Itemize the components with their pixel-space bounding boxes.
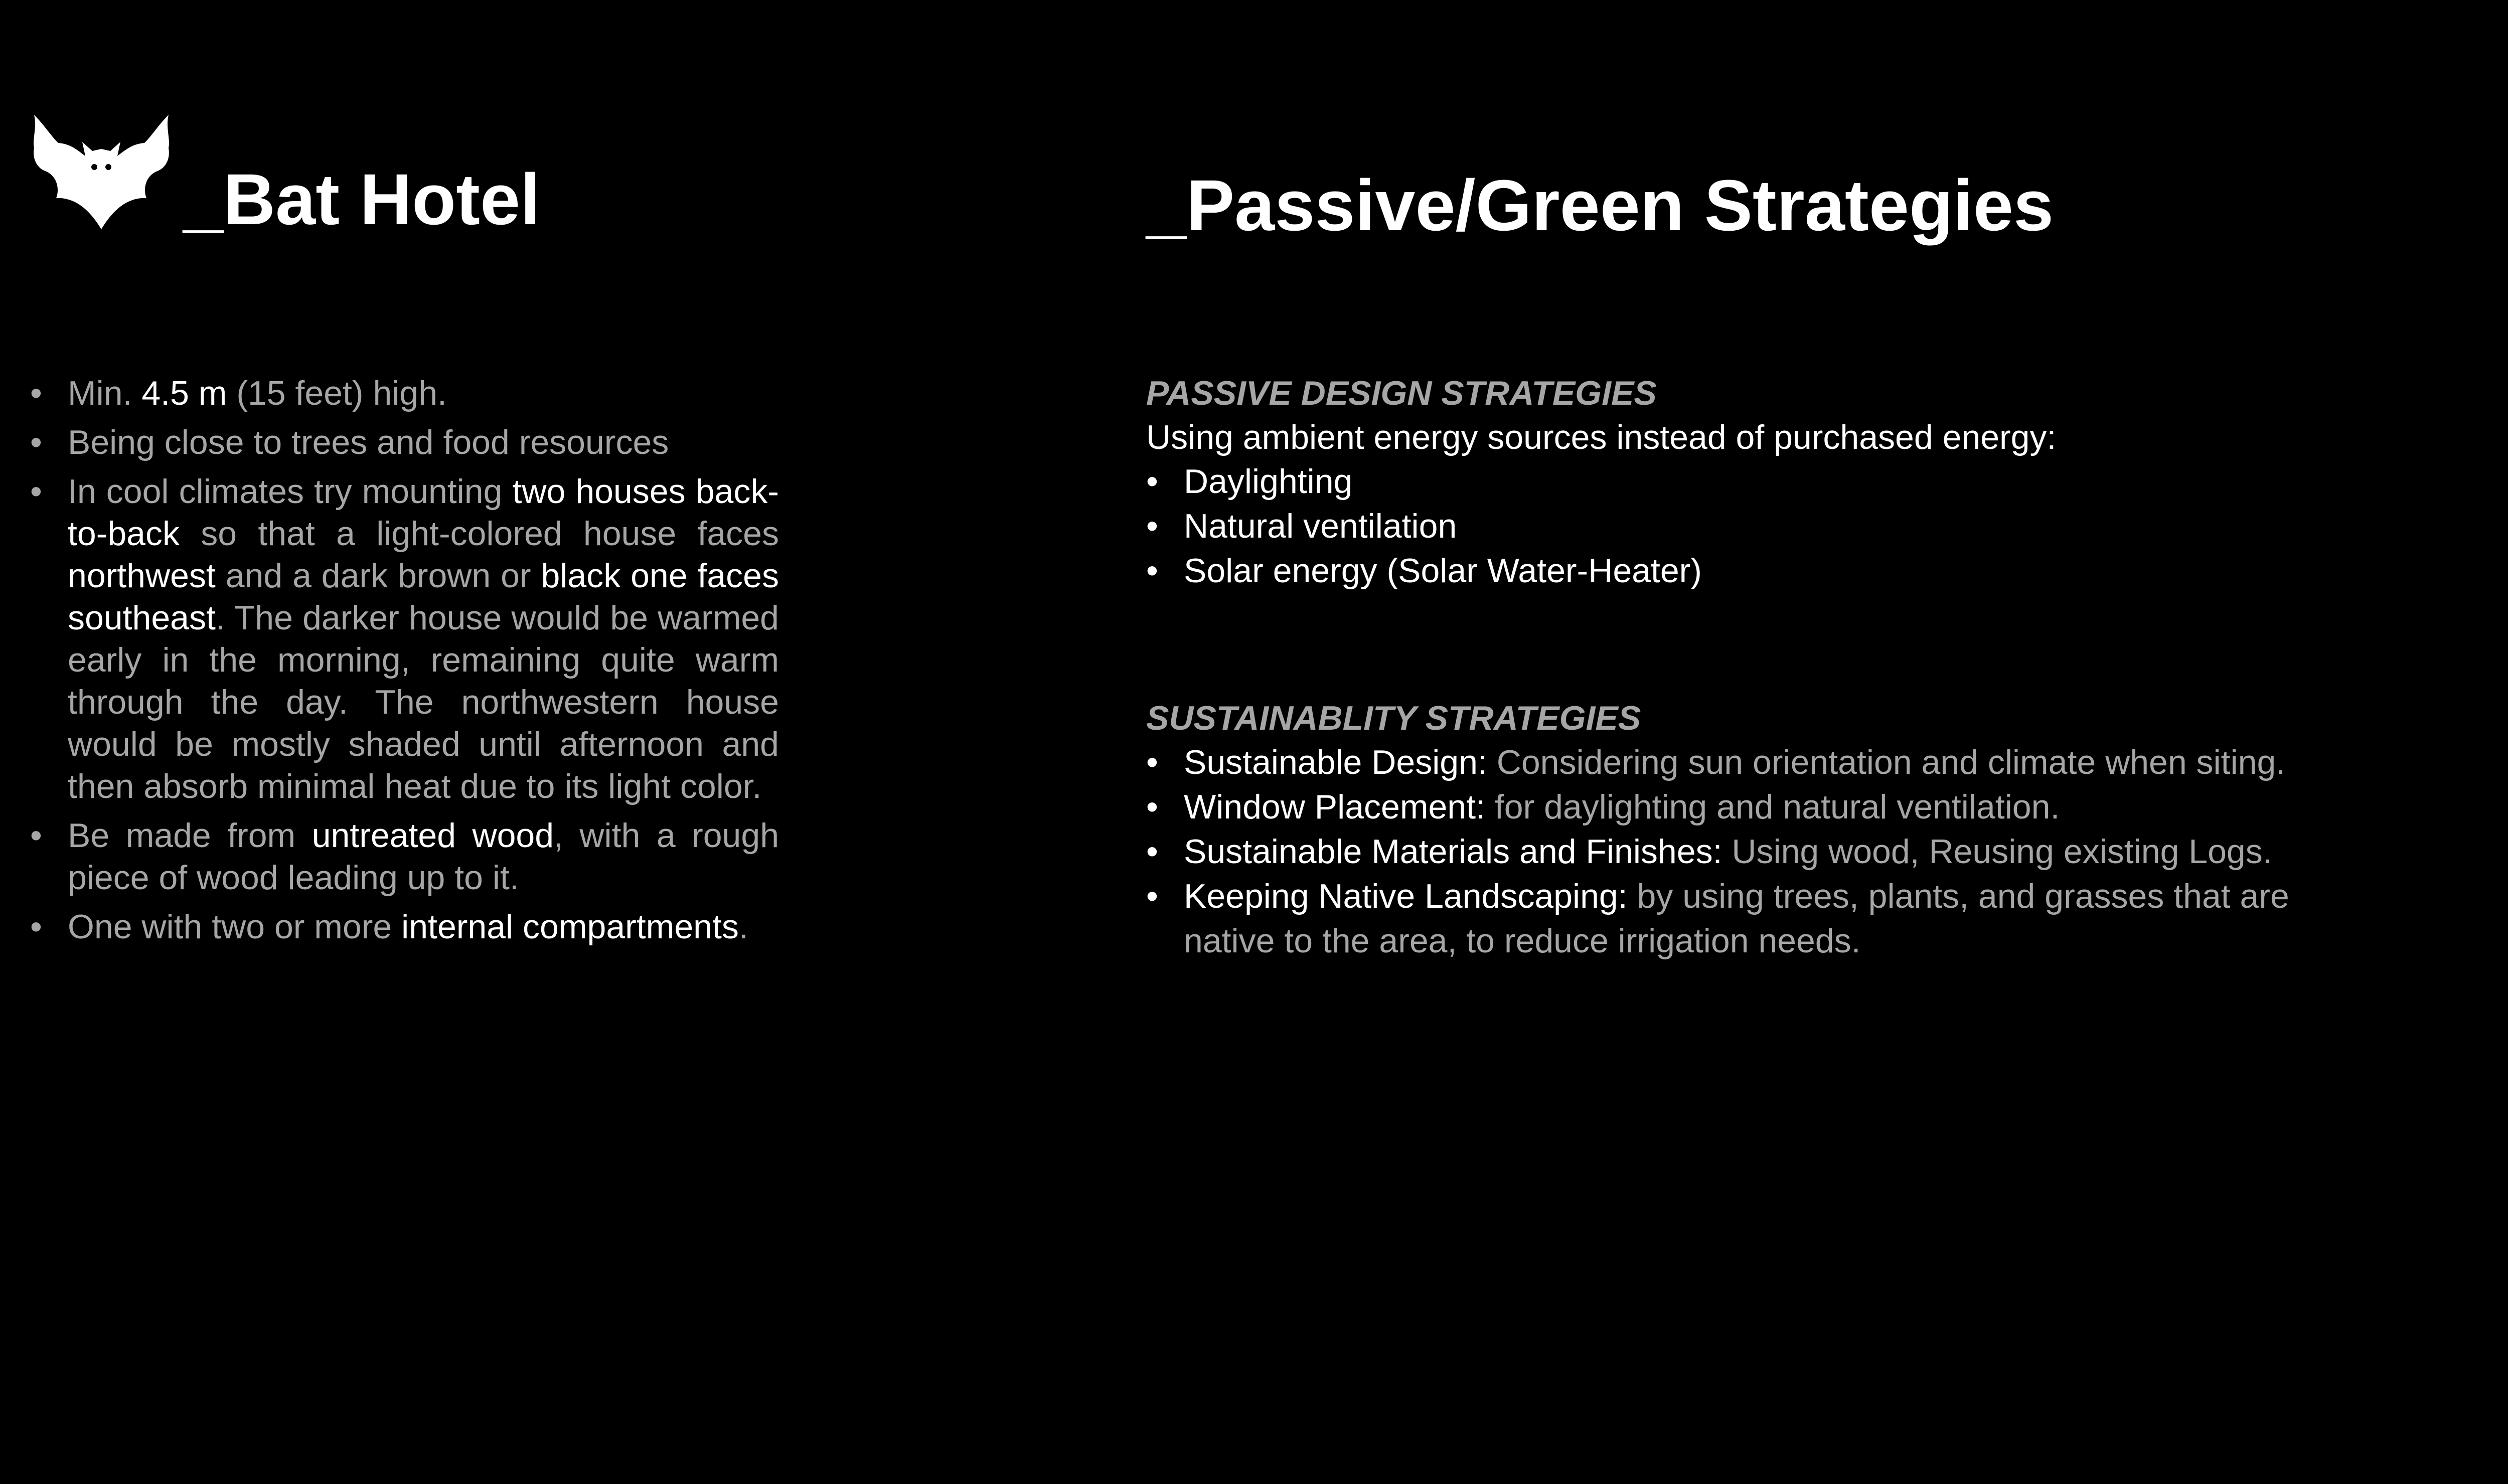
highlight-text: northwest xyxy=(68,557,216,595)
passive-design-list xyxy=(1146,459,2375,593)
passive-design-heading: PASSIVE DESIGN STRATEGIES xyxy=(1146,374,1657,412)
body-text: One with two or more xyxy=(68,908,402,946)
body-text: and a dark brown or xyxy=(215,557,541,595)
strategy-description: Using wood, Reusing existing Logs. xyxy=(1722,833,2272,871)
passive-design-intro: Using ambient energy sources instead of purchased energy: xyxy=(1146,418,2057,456)
list-item xyxy=(30,421,779,463)
body-text: In cool climates try mounting xyxy=(68,472,513,511)
strategy-label: Keeping Native Landscaping: xyxy=(1184,877,1628,915)
body-text: Be made from xyxy=(68,816,312,855)
body-text: Being close to trees and food resources xyxy=(68,423,669,461)
list-item: • Daylighting xyxy=(1146,459,2375,504)
highlight-text: 4.5 m xyxy=(141,374,227,412)
highlight-text: internal compartments xyxy=(401,908,739,946)
list-item xyxy=(1146,830,2375,874)
sustainability-section xyxy=(1146,696,2375,963)
strategy-description: Considering sun orientation and climate when siting. xyxy=(1487,743,2286,781)
strategy-label: Sustainable Design: xyxy=(1184,743,1487,781)
body-text: (15 feet) high. xyxy=(227,374,447,412)
highlight-text: two houses back-to-back xyxy=(68,472,779,553)
body-text: Min. xyxy=(68,374,142,412)
list-item xyxy=(30,470,779,807)
strategy-label: Sustainable Materials and Finishes: xyxy=(1184,833,1722,871)
strategy-description: by using trees, plants, and grasses that are native to the area, to reduce irrigation needs. xyxy=(1184,877,2289,960)
list-item xyxy=(1146,874,2375,963)
list-item: • Natural ventilation xyxy=(1146,504,2375,549)
list-item: • Solar energy (Solar Water-Heater) xyxy=(1146,549,2375,593)
bat-hotel-requirements-list xyxy=(30,372,779,955)
sustainability-list xyxy=(1146,740,2375,963)
bat-icon xyxy=(30,113,173,233)
passive-design-section xyxy=(1146,371,2375,593)
list-item xyxy=(1146,785,2375,830)
body-text: so that a light-colored house faces xyxy=(180,515,779,553)
body-text: . xyxy=(738,908,748,946)
sustainability-heading: SUSTAINABLITY STRATEGIES xyxy=(1146,699,1641,737)
list-item xyxy=(30,906,779,948)
page-title-strategies: _Passive/Green Strategies xyxy=(1146,165,2054,246)
highlight-text: black one faces southeast xyxy=(68,557,779,637)
page-title-bat-hotel: _Bat Hotel xyxy=(183,159,541,240)
list-item xyxy=(30,814,779,899)
strategy-description: for daylighting and natural ventilation. xyxy=(1485,788,2060,826)
strategy-label: Window Placement: xyxy=(1184,788,1485,826)
highlight-text: untreated wood xyxy=(311,816,554,855)
list-item xyxy=(1146,740,2375,785)
list-item xyxy=(30,372,779,414)
body-text: . The darker house would be warmed early in the morning, remaining quite warm through the day. The northwestern house would be mostly shaded until afternoon and then absorb minimal heat due to its light color. xyxy=(68,599,779,805)
body-text: , with a rough piece of wood leading up to it. xyxy=(68,816,779,897)
